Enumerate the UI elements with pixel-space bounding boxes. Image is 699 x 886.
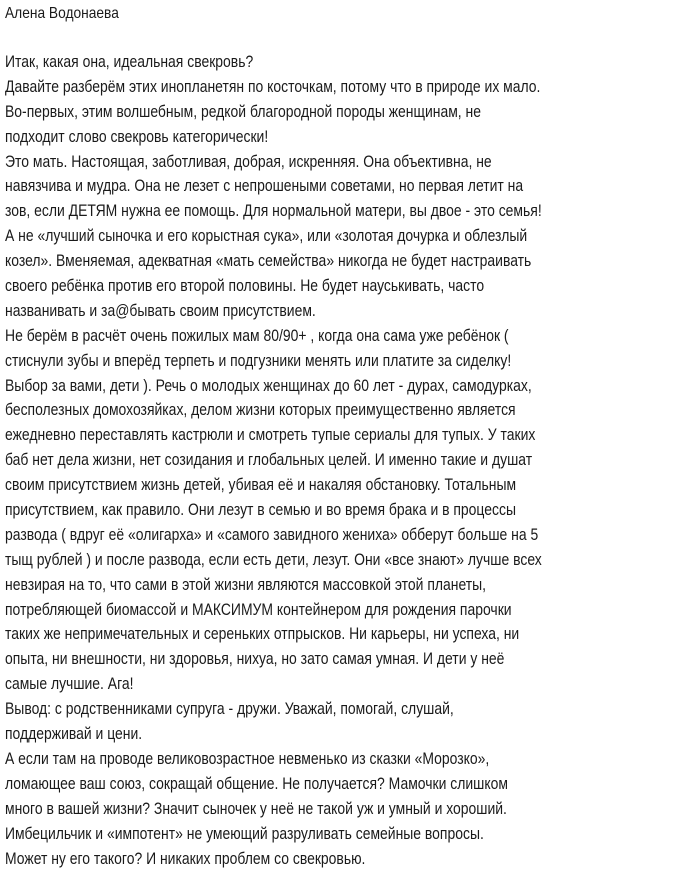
- post-line: потребляющей биомассой и МАКСИМУМ контейнером для рождения парочки: [5, 599, 512, 619]
- post-line: подходит слово свекровь категорически!: [5, 126, 269, 146]
- post-line: Во-первых, этим волшебным, редкой благородной породы женщинам, не: [5, 101, 481, 121]
- post-line: невзирая на то, что сами в этой жизни являются массовкой этой планеты,: [5, 574, 487, 594]
- post-line: развода ( вдруг её «олигарха» и «самого завидного жениха» обберут больше на 5: [5, 524, 539, 544]
- post-line: много в вашей жизни? Значит сыночек у неё не такой уж и умный и хороший.: [5, 798, 507, 818]
- post-author: Алена Водонаева: [5, 5, 119, 22]
- post-line: стиснули зубы и вперёд терпеть и подгузники менять или платите за сиделку!: [5, 350, 512, 370]
- post-line: опыта, ни внешности, ни здоровья, нихуа, но зато самая умная. И дети у неё: [5, 649, 505, 669]
- post-line: своего ребёнка против его второй половины. Не будет науськивать, часто: [5, 276, 485, 296]
- post-line: А не «лучший сыночка и его корыстная сука», или «золотая дочурка и облезлый: [5, 226, 528, 246]
- post-line: ломающее ваш союз, сокращай общение. Не получается? Мамочки слишком: [5, 773, 508, 793]
- post-line: козел». Вменяемая, адекватная «мать семейства» никогда не будет настраивать: [5, 251, 532, 271]
- post-line: своим присутствием жизнь детей, убивая её и накаляя обстановку. Тотальным: [5, 475, 517, 495]
- post-line: Имбецильчик и «импотент» не умеющий разруливать семейные вопросы.: [5, 823, 484, 843]
- post-line: Может ну его такого? И никаких проблем со свекровью.: [5, 848, 366, 868]
- post-line: таких же непримечательных и сереньких отпрысков. Ни карьеры, ни успеха, ни: [5, 624, 520, 644]
- post-line: бесполезных домохозяйках, делом жизни которых преимущественно является: [5, 400, 516, 420]
- post-line: Выбор за вами, дети ). Речь о молодых женщинах до 60 лет - дурах, самодурках,: [5, 375, 532, 395]
- post-line: Давайте разберём этих инопланетян по косточкам, потому что в природе их мало.: [5, 76, 541, 96]
- post-line: навязчива и мудра. Она не лезет с непрошеными советами, но первая летит на: [5, 176, 524, 196]
- post-line: зов, если ДЕТЯМ нужна ее помощь. Для нормальной матери, вы двое - это семья!: [5, 201, 542, 221]
- post-line: баб нет дела жизни, нет созидания и глобальных целей. И именно такие и душат: [5, 450, 533, 470]
- post-body: [5, 50, 699, 871]
- post-line: самые лучшие. Ага!: [5, 674, 134, 694]
- post-line: Не берём в расчёт очень пожилых мам 80/90+ , когда она сама уже ребёнок (: [5, 325, 509, 345]
- post-line: тыщ рублей ) и после развода, если есть дети, лезут. Они «все знают» лучше всех: [5, 549, 542, 569]
- post-line: присутствием, как правило. Они лезут в семью и во время брака и в процессы: [5, 500, 516, 520]
- post-line: А если там на проводе великовозрастное невменько из сказки «Морозко»,: [5, 748, 490, 768]
- post-line: Вывод: с родственниками супруга - дружи. Уважай, помогай, слушай,: [5, 699, 454, 719]
- post-line: поддерживай и цени.: [5, 724, 143, 744]
- post-line: ежедневно переставлять кастрюли и смотреть тупые сериалы для тупых. У таких: [5, 425, 536, 445]
- post-line: Это мать. Настоящая, заботливая, добрая, искренняя. Она объективна, не: [5, 151, 492, 171]
- post-line: Итак, какая она, идеальная свекровь?: [5, 52, 254, 71]
- post-line: названивать и за@бывать своим присутствием.: [5, 300, 316, 320]
